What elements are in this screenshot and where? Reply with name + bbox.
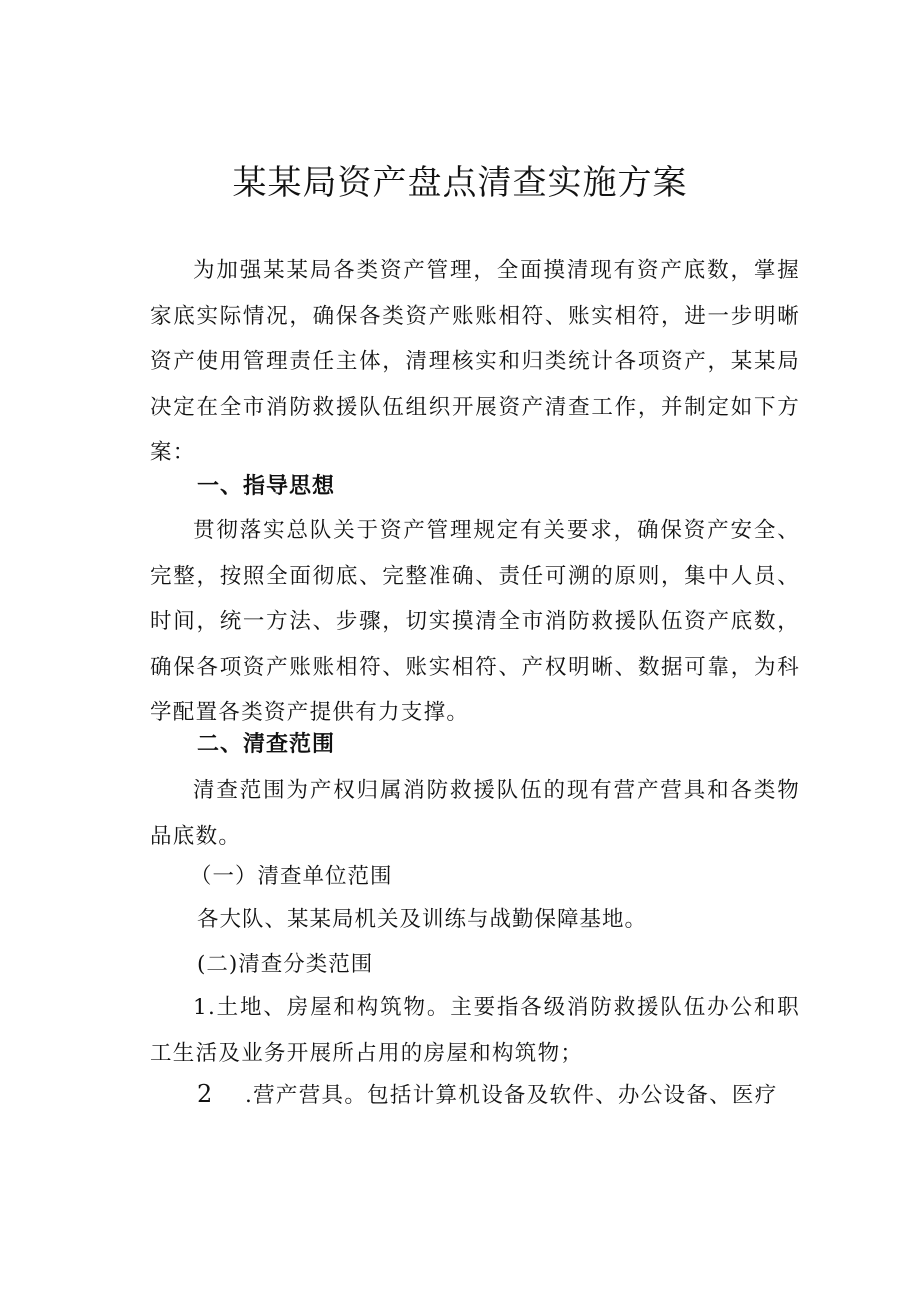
intro-paragraph: 为加强某某局各类资产管理，全面摸清现有资产底数，掌握家底实际情况，确保各类资产账账相符、账实相符，进一步明晰资产使用管理责任主体，清理核实和归类统计各项资产，某某局决定在全市消防救援队伍组织开展资产清查工作，并制定如下方案： xyxy=(150,258,800,465)
list-item-land-buildings: 1.土地、房屋和构筑物。主要指各级消防救援队伍办公和职工生活及业务开展所占用的房屋和构筑物； xyxy=(150,995,800,1066)
section-heading-guiding-ideology: 一、指导思想 xyxy=(197,474,336,499)
inspection-scope-paragraph: 清查范围为产权归属消防救援队伍的现有营产营具和各类物品底数。 xyxy=(150,778,800,849)
document-title: 某某局资产盘点清查实施方案 xyxy=(232,163,688,203)
subsection-heading-unit-scope: （一）清查单位范围 xyxy=(190,864,393,889)
section-heading-inspection-scope: 二、清查范围 xyxy=(197,732,336,757)
list-item-text: .营产营具。包括计算机设备及软件、办公设备、医疗 xyxy=(245,1083,778,1108)
unit-scope-paragraph: 各大队、某某局机关及训练与战勤保障基地。 xyxy=(197,907,648,932)
list-item-barracks-equipment xyxy=(197,1072,800,1119)
list-item-number: 2 xyxy=(197,1080,214,1108)
guiding-ideology-paragraph: 贯彻落实总队关于资产管理规定有关要求，确保资产安全、完整，按照全面彻底、完整准确、责任可溯的原则，集中人员、时间，统一方法、步骤，切实摸清全市消防救援队伍资产底数，确保各项资产账账相符、账实相符、产权明晰、数据可靠，为科学配置各类资产提供有力支撑。 xyxy=(150,518,800,725)
subsection-heading-category-scope: (二)清查分类范围 xyxy=(197,952,374,977)
